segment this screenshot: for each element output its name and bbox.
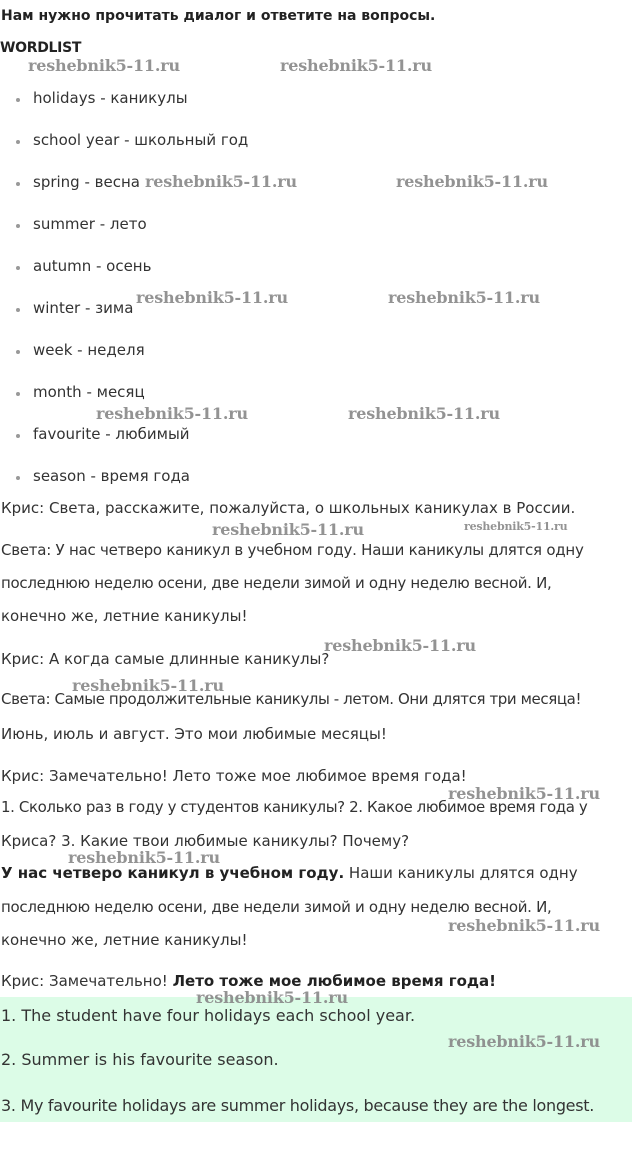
bullet-icon: [16, 350, 20, 354]
excerpt-text: Крис: Замечательно!: [1, 972, 173, 990]
dialogue-line: Крис: А когда самые длинные каникулы?: [1, 650, 330, 668]
excerpt-text: Наши каникулы длятся одну: [344, 864, 578, 882]
watermark: reshebnik5-11.ru: [448, 1032, 600, 1051]
wordlist-item: summer - лето: [33, 215, 147, 233]
wordlist-item: spring - весна: [33, 173, 140, 191]
wordlist-item: holidays - каникулы: [33, 89, 188, 107]
watermark: reshebnik5-11.ru: [68, 848, 220, 867]
excerpt-line: последнюю неделю осени, две недели зимой и одну неделю весной. И,: [1, 898, 552, 916]
instructions-text: Нам нужно прочитать диалог и ответите на вопросы.: [1, 8, 436, 24]
watermark: reshebnik5-11.ru: [464, 520, 568, 533]
watermark: reshebnik5-11.ru: [28, 56, 180, 75]
dialogue-line: конечно же, летние каникулы!: [1, 607, 248, 625]
question-line: 1. Сколько раз в году у студентов каникулы? 2. Какое любимое время года у: [1, 798, 588, 816]
bullet-icon: [16, 392, 20, 396]
watermark: reshebnik5-11.ru: [280, 56, 432, 75]
wordlist-item: school year - школьный год: [33, 131, 249, 149]
dialogue-line: Света: У нас четверо каникул в учебном году. Наши каникулы длятся одну: [1, 541, 584, 559]
watermark: reshebnik5-11.ru: [396, 172, 548, 191]
excerpt-line: конечно же, летние каникулы!: [1, 931, 248, 949]
excerpt-bold: Лето тоже мое любимое время года!: [172, 972, 496, 990]
watermark: reshebnik5-11.ru: [348, 404, 500, 423]
watermark: reshebnik5-11.ru: [448, 784, 600, 803]
bullet-icon: [16, 224, 20, 228]
watermark: reshebnik5-11.ru: [145, 172, 297, 191]
watermark: reshebnik5-11.ru: [212, 520, 364, 539]
dialogue-line: Света: Самые продолжительные каникулы - летом. Они длятся три месяца!: [1, 690, 582, 708]
bullet-icon: [16, 476, 20, 480]
dialogue-line: Крис: Замечательно! Лето тоже мое любимое время года!: [1, 767, 467, 785]
wordlist-heading: WORDLIST: [0, 40, 82, 56]
answer-line: 1. The student have four holidays each school year.: [1, 1006, 416, 1025]
dialogue-line: Крис: Света, расскажите, пожалуйста, о школьных каникулах в России.: [1, 499, 576, 517]
wordlist-item: month - месяц: [33, 383, 145, 401]
wordlist-item: autumn - осень: [33, 257, 152, 275]
bullet-icon: [16, 98, 20, 102]
answer-line: 2. Summer is his favourite season.: [1, 1050, 279, 1069]
excerpt-bold: У нас четверо каникул в учебном году.: [1, 864, 345, 882]
wordlist-item: season - время года: [33, 467, 191, 485]
wordlist-item: winter - зима: [33, 299, 134, 317]
question-line: Криса? 3. Какие твои любимые каникулы? Почему?: [1, 832, 410, 850]
watermark: reshebnik5-11.ru: [196, 988, 348, 1007]
watermark: reshebnik5-11.ru: [388, 288, 540, 307]
watermark: reshebnik5-11.ru: [96, 404, 248, 423]
watermark: reshebnik5-11.ru: [324, 636, 476, 655]
wordlist-item: week - неделя: [33, 341, 145, 359]
watermark: reshebnik5-11.ru: [72, 676, 224, 695]
dialogue-line: Июнь, июль и август. Это мои любимые месяцы!: [1, 725, 387, 743]
watermark: reshebnik5-11.ru: [136, 288, 288, 307]
bullet-icon: [16, 308, 20, 312]
bullet-icon: [16, 266, 20, 270]
bullet-icon: [16, 434, 20, 438]
bullet-icon: [16, 140, 20, 144]
bullet-icon: [16, 182, 20, 186]
wordlist-item: favourite - любимый: [33, 425, 190, 443]
watermark: reshebnik5-11.ru: [448, 916, 600, 935]
answer-line: 3. My favourite holidays are summer holidays, because they are the longest.: [1, 1096, 595, 1115]
dialogue-line: последнюю неделю осени, две недели зимой и одну неделю весной. И,: [1, 574, 552, 592]
